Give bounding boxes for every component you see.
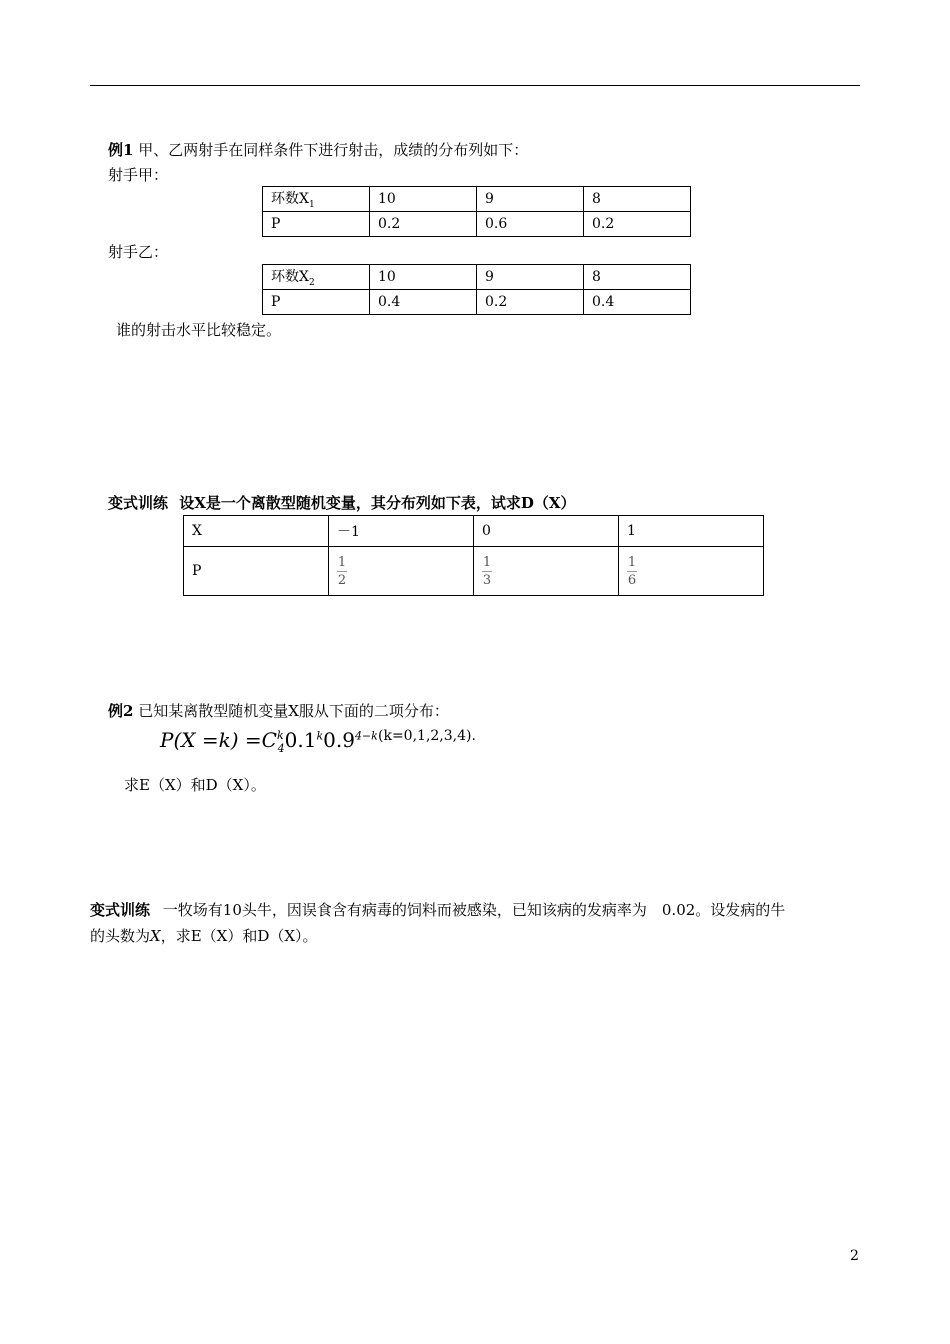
table-row bbox=[263, 265, 691, 290]
table-cell: 1 bbox=[619, 516, 764, 547]
fraction: $\frac{1}{3}$ bbox=[482, 554, 492, 588]
example1-line bbox=[108, 140, 528, 160]
variant2-text1: 一牧场有10头牛，因误食含有病毒的饲料而被感染，已知该病的发病率为 0.02。设发病的牛 bbox=[162, 901, 786, 919]
shooter-b-label: 射手乙： bbox=[108, 243, 169, 261]
header-rule bbox=[90, 85, 860, 86]
fraction: $\frac{1}{6}$ bbox=[627, 554, 637, 588]
table-cell: 10 bbox=[370, 187, 477, 212]
table-cell: 环数$X_2$ bbox=[263, 265, 370, 290]
example1-label: 例1 bbox=[108, 141, 134, 159]
fraction: $\frac{1}{2}$ bbox=[337, 554, 347, 588]
variant1-label: 变式训练 bbox=[108, 494, 169, 512]
table-cell: P bbox=[263, 290, 370, 315]
variant1-table bbox=[183, 515, 764, 596]
example2-label: 例2 bbox=[108, 702, 134, 720]
table-cell: 0.2 bbox=[370, 212, 477, 237]
variant1-text: 设X是一个离散型随机变量，其分布列如下表，试求D（X） bbox=[179, 494, 576, 512]
variant2-line1 bbox=[90, 900, 785, 920]
table-cell: X bbox=[184, 516, 329, 547]
example1-text: 甲、乙两射手在同样条件下进行射击，成绩的分布列如下： bbox=[138, 141, 529, 159]
binomial-formula: $P(X =k) =C^k_40.1^k0.9^{4-k}$ bbox=[160, 728, 378, 755]
variant2-line2: 的头数为X，求E（X）和D（X）。 bbox=[90, 927, 318, 945]
table-row bbox=[263, 290, 691, 315]
k-range: (k=0,1,2,3,4). bbox=[378, 728, 476, 744]
table-cell: 9 bbox=[477, 187, 584, 212]
example2-question: 求E（X）和D（X）。 bbox=[124, 776, 266, 794]
table-row bbox=[184, 516, 764, 547]
page-number: 2 bbox=[850, 1248, 859, 1264]
shooter-b-table bbox=[262, 264, 691, 315]
table-cell: 0.2 bbox=[584, 212, 691, 237]
example2-line bbox=[108, 701, 449, 721]
table-row bbox=[263, 187, 691, 212]
variant1-line bbox=[108, 493, 576, 513]
table-cell: 0.6 bbox=[477, 212, 584, 237]
shooter-a-table bbox=[262, 186, 691, 237]
table-cell: 8 bbox=[584, 187, 691, 212]
table-cell: 0.4 bbox=[584, 290, 691, 315]
example2-text: 已知某离散型随机变量X服从下面的二项分布： bbox=[138, 702, 449, 720]
table-row bbox=[263, 212, 691, 237]
table-cell bbox=[329, 547, 474, 596]
table-cell: 0 bbox=[474, 516, 619, 547]
table-cell: 8 bbox=[584, 265, 691, 290]
table-cell: 0.2 bbox=[477, 290, 584, 315]
table-cell: P bbox=[263, 212, 370, 237]
table-cell: 10 bbox=[370, 265, 477, 290]
table-cell: －1 bbox=[329, 516, 474, 547]
table-cell: P bbox=[184, 547, 329, 596]
table-row bbox=[184, 547, 764, 596]
table-cell bbox=[474, 547, 619, 596]
example1-question: 谁的射击水平比较稳定。 bbox=[116, 321, 282, 339]
table-cell: 环数$X_1$ bbox=[263, 187, 370, 212]
table-cell: 9 bbox=[477, 265, 584, 290]
table-cell: 0.4 bbox=[370, 290, 477, 315]
table-cell bbox=[619, 547, 764, 596]
variant2-label: 变式训练 bbox=[90, 901, 151, 919]
shooter-a-label: 射手甲： bbox=[108, 166, 169, 184]
